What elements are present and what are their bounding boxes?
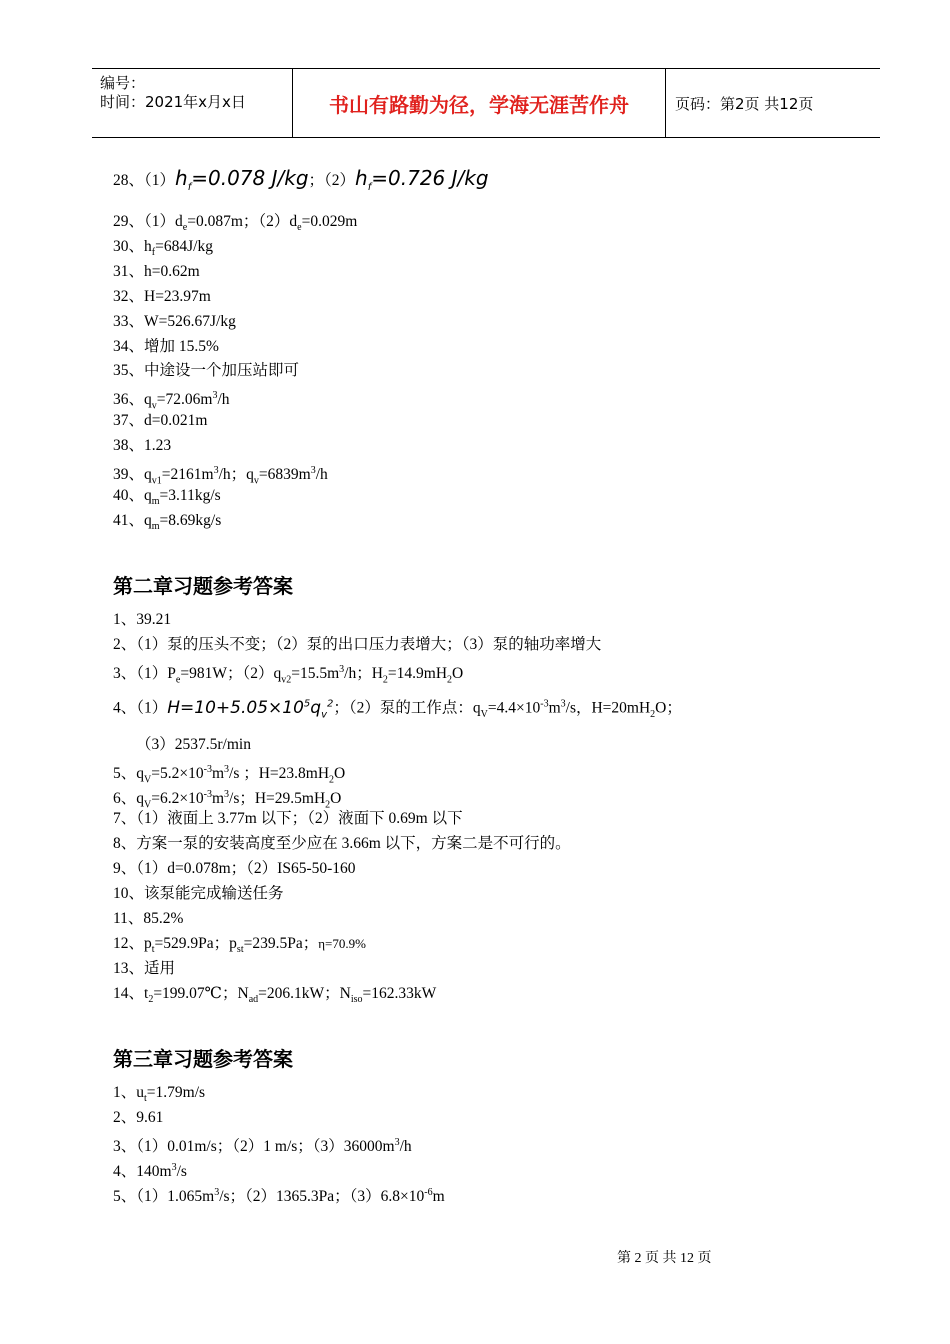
answer-line: 8、方案一泵的安装高度至少应在 3.66m 以下，方案二是不可行的。 <box>113 835 571 852</box>
answer-line: 13、适用 <box>113 960 176 977</box>
answer-line: 10、该泵能完成输送任务 <box>113 885 284 902</box>
header-page-number: 页码：第2页 共12页 <box>675 94 814 113</box>
answer-line: 1、$u_t=1.79m/s$ <box>113 1084 206 1105</box>
answer-line: 33、W=526.67J/kg <box>113 313 236 330</box>
answer-line: 9、（1）d=0.078m；（2）IS65-50-160 <box>113 860 356 877</box>
answer-line: 4、$(1)H=10+5.05\times 10^5q_v^2$；（2）泵的工作点：$q_V=4.4\times 10^{-3}m^3/s$，$H=20mH_2O$； <box>113 697 682 721</box>
answer-line: 32、H=23.97m <box>113 288 211 305</box>
header-meta-cell <box>92 69 293 137</box>
page-footer: 第 2 页 共 12 页 <box>617 1251 712 1266</box>
answer-line: 3、$(1)P_e=981W$；$(2)q_{v2}=15.5m^3/h$；$H_2=14.9mH_2O$ <box>113 664 464 686</box>
chapter-2-heading: 第二章习题参考答案 <box>113 574 293 598</box>
answer-line: 11、85.2% <box>113 910 184 927</box>
answer-line: 29、$(1)d_e=0.087m$；$(2)d_e=0.029m$ <box>113 213 358 234</box>
answer-line: 36、$q_v=72.06m^3/h$ <box>113 390 230 412</box>
answer-line: 4、$140m^3/s$ <box>113 1162 187 1181</box>
answer-line: 30、$h_f=684J/kg$ <box>113 238 213 259</box>
answer-line: 2、9.61 <box>113 1109 164 1126</box>
answer-line: 35、中途设一个加压站即可 <box>113 362 300 379</box>
answer-line: 40、$q_m=3.11kg/s$ <box>113 487 221 508</box>
answer-line: 39、$q_{v1}=2161m^3/h$；$q_v=6839m^3/h$ <box>113 465 328 487</box>
answer-line: 34、增加 15.5% <box>113 338 219 355</box>
answer-line: 1、39.21 <box>113 611 172 628</box>
answer-line: 38、1.23 <box>113 437 172 454</box>
answer-line: 12、$p_t=529.9Pa$；$p_{st}=239.5Pa$；η=70.9% <box>113 935 366 956</box>
header-number-label: 编号： <box>100 74 146 92</box>
answer-line: 31、h=0.62m <box>113 263 200 280</box>
answer-line: 28、$(1)h_f=0.078$ J/kg；$(2)h_f=0.726$ J/kg <box>113 166 489 193</box>
answer-line: 6、$q_V=6.2\times 10^{-3}m^3/s$；$H=29.5mH_2O$ <box>113 789 342 811</box>
answer-line: 5、$q_V=5.2\times 10^{-3}m^3/s$ ；$H=23.8mH_2O$ <box>113 764 346 786</box>
header-time-label: 时间：2021年x月x日 <box>100 93 246 111</box>
answer-line: （3）2537.5r/min <box>136 736 251 753</box>
answer-line: 37、d=0.021m <box>113 412 208 429</box>
answer-line: 41、$q_m=8.69kg/s$ <box>113 512 222 533</box>
answer-line: 5、$(1)1.065m^3/s$；（2）1365.3Pa；$(3)6.8\times 10^{-6}m$ <box>113 1187 445 1206</box>
answer-line: 3、（1）0.01m/s；（2）1 m/s；$(3)36000m^3/h$ <box>113 1137 412 1156</box>
answer-line: 2、（1）泵的压头不变；（2）泵的出口压力表增大；（3）泵的轴功率增大 <box>113 636 602 653</box>
chapter-3-heading: 第三章习题参考答案 <box>113 1047 293 1071</box>
answer-line: 7、（1）液面上 3.77m 以下；（2）液面下 0.69m 以下 <box>113 810 463 827</box>
answer-line: 14、$t_2=199.07℃$；$N_{ad}=206.1kW$；$N_{iso}=162.33kW$ <box>113 985 437 1006</box>
page-header <box>92 68 880 138</box>
header-motto: 书山有路勤为径，学海无涯苦作舟 <box>293 69 666 137</box>
